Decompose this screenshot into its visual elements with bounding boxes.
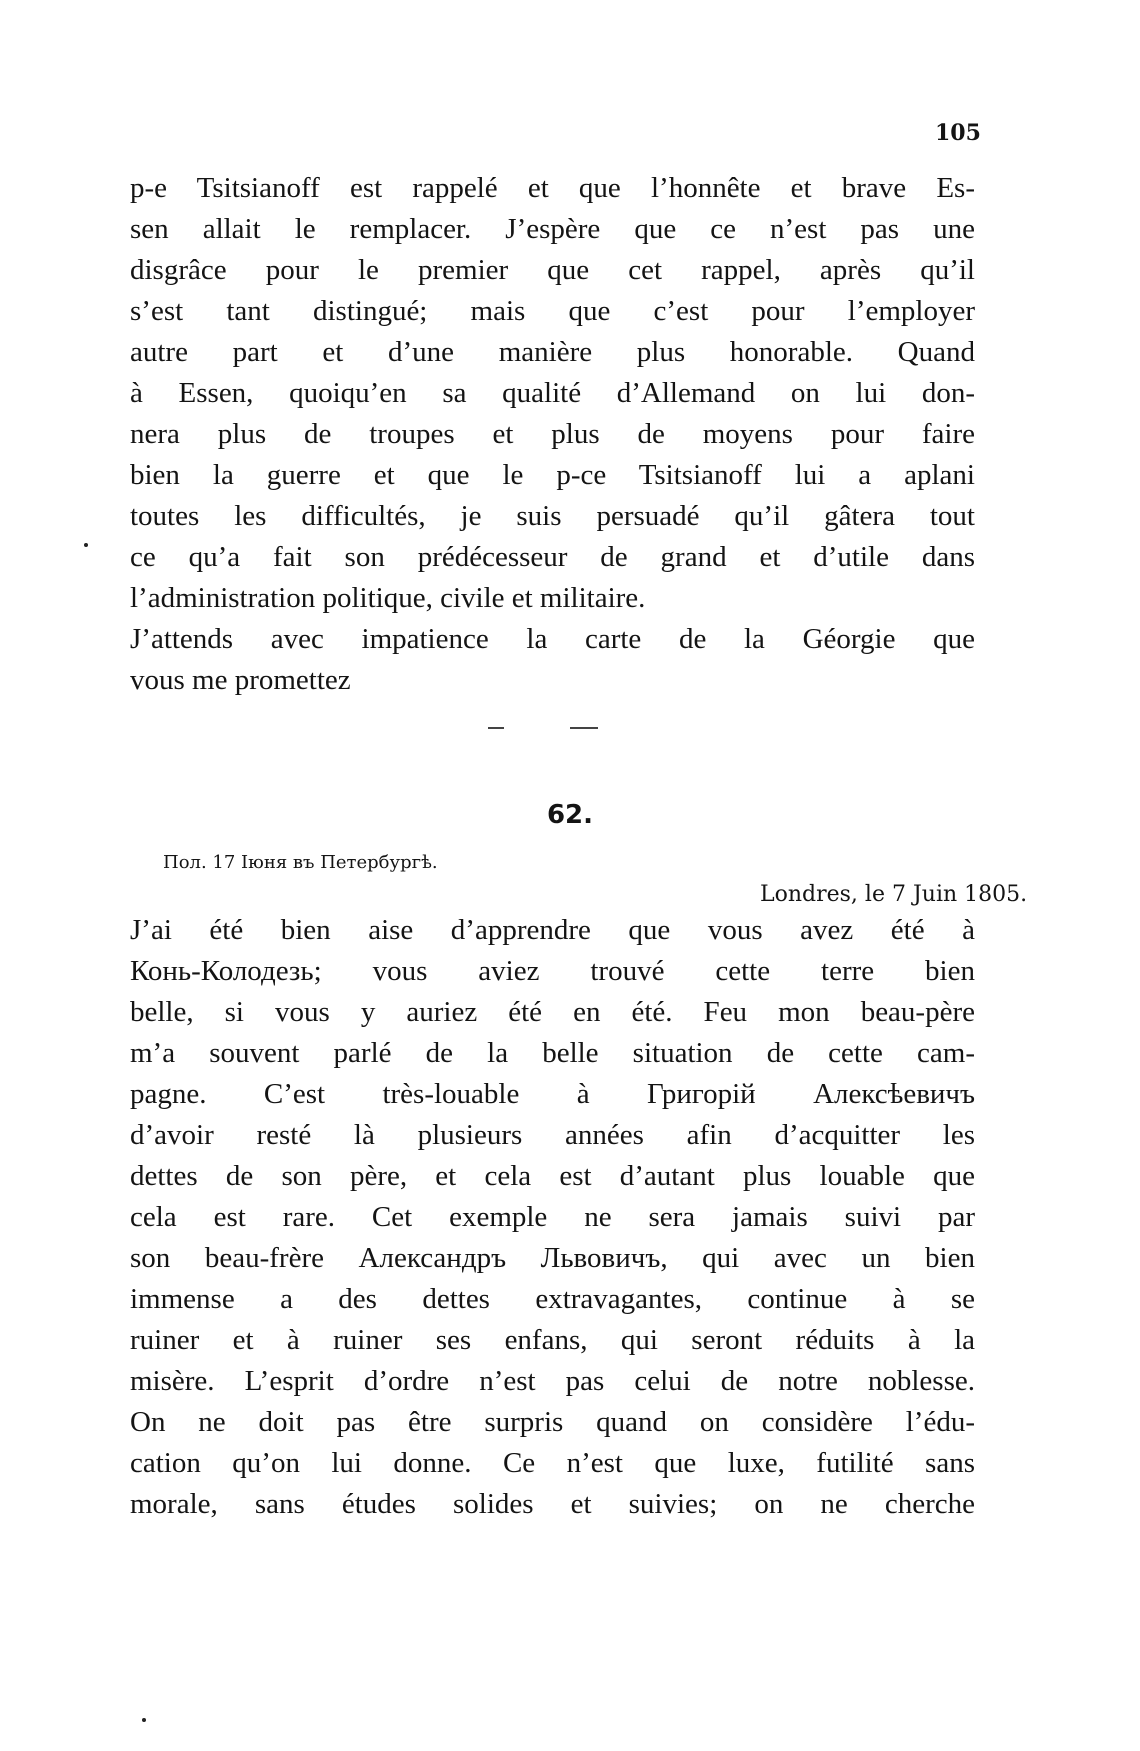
text-line: belle, si vous y auriez été en été. Feu mon beau-père: [130, 996, 975, 1028]
text-line: morale, sans études solides et suivies; on ne cherche: [130, 1488, 975, 1520]
text-line: vous me promettez: [130, 664, 351, 696]
text-line: nera plus de troupes et plus de moyens pour faire: [130, 418, 975, 450]
letter-number: 62.: [546, 800, 594, 830]
text-line: J’attends avec impatience la carte de la Géorgie que: [130, 623, 975, 655]
separator-dash: [570, 727, 598, 729]
text-line: p-e Tsitsianoff est rappelé et que l’honnête et brave Es-: [130, 172, 975, 204]
text-line: autre part et d’une manière plus honorable. Quand: [130, 336, 975, 368]
text-line: ruiner et à ruiner ses enfans, qui seront réduits à la: [130, 1324, 975, 1356]
page-number: 105: [935, 120, 981, 146]
text-line: bien la guerre et que le p-ce Tsitsianoff lui a aplani: [130, 459, 975, 491]
text-line: cela est rare. Cet exemple ne sera jamais suivi par: [130, 1201, 975, 1233]
text-line: On ne doit pas être surpris quand on considère l’édu-: [130, 1406, 975, 1438]
text-line: misère. L’esprit d’ordre n’est pas celui de notre noblesse.: [130, 1365, 975, 1397]
text-line: Конь-Колодезь; vous aviez trouvé cette terre bien: [130, 955, 975, 987]
text-line: dettes de son père, et cela est d’autant plus louable que: [130, 1160, 975, 1192]
text-line: m’a souvent parlé de la belle situation de cette cam-: [130, 1037, 975, 1069]
paragraph-1: [130, 168, 975, 619]
text-line: à Essen, quoiqu’en sa qualité d’Allemand on lui don-: [130, 377, 975, 409]
text-line: toutes les difficultés, je suis persuadé qu’il gâtera tout: [130, 500, 975, 532]
separator-dash: [488, 727, 504, 729]
received-note: Пол. 17 Іюня въ Петербургѣ.: [163, 852, 438, 873]
text-line: l’administration politique, civile et militaire.: [130, 582, 646, 614]
text-line: disgrâce pour le premier que cet rappel, après qu’il: [130, 254, 975, 286]
print-speck: [84, 543, 88, 547]
print-speck: [142, 1718, 146, 1722]
text-line: cation qu’on lui donne. Ce n’est que luxe, futilité sans: [130, 1447, 975, 1479]
text-line: ce qu’a fait son prédécesseur de grand et d’utile dans: [130, 541, 975, 573]
paragraph-2: [130, 619, 975, 701]
text-line: d’avoir resté là plusieurs années afin d’acquitter les: [130, 1119, 975, 1151]
text-line: pagne. C’est très-louable à Григорій Алексѣевичъ: [130, 1078, 975, 1110]
continued-letter-text: [130, 168, 975, 701]
text-line: immense a des dettes extravagantes, continue à se: [130, 1283, 975, 1315]
text-line: J’ai été bien aise d’apprendre que vous avez été à: [130, 914, 975, 946]
letter-dateline: Londres, le 7 Juin 1805.: [760, 882, 1028, 907]
text-line: son beau-frère Александръ Львовичъ, qui avec un bien: [130, 1242, 975, 1274]
text-line: sen allait le remplacer. J’espère que ce n’est pas une: [130, 213, 975, 245]
text-line: s’est tant distingué; mais que c’est pour l’employer: [130, 295, 975, 327]
letter-body: [130, 910, 975, 1525]
